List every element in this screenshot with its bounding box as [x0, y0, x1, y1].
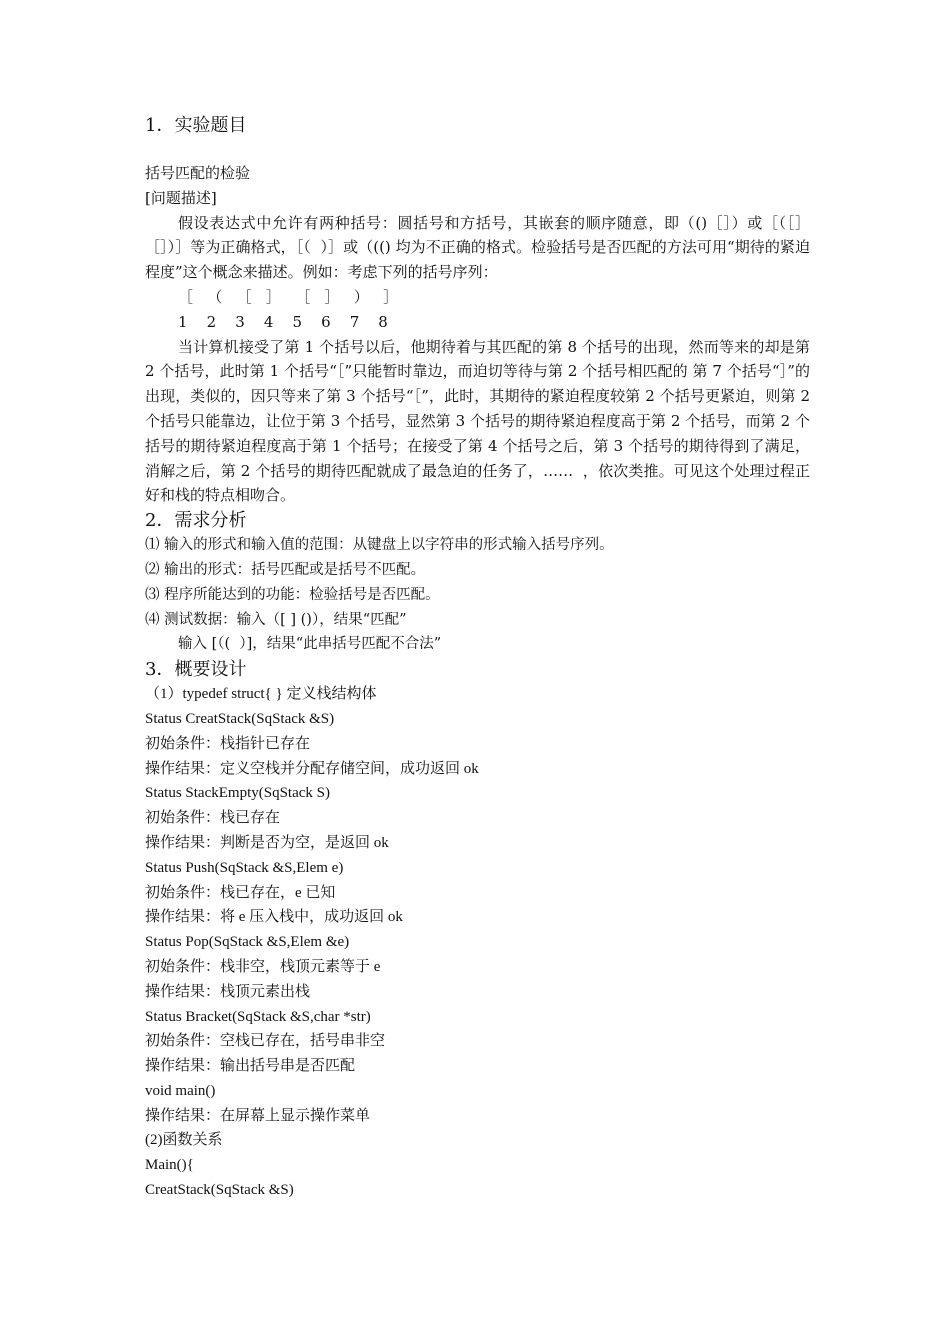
- section-2-heading: 2．需求分析: [145, 510, 247, 532]
- section-1-heading: 1．实验题目: [145, 115, 247, 136]
- design-line: Status Bracket(SqStack &S,char *str): [145, 1008, 371, 1025]
- design-line: （1）typedef struct{ } 定义栈结构体: [145, 686, 377, 703]
- design-line: 操作结果：输出括号串是否匹配: [145, 1058, 356, 1075]
- requirement-item-4: ⑷ 测试数据：输入（[ ] ()），结果“匹配”: [145, 611, 407, 628]
- problem-description-label: [问题描述]: [145, 188, 217, 207]
- design-line: 初始条件：栈非空，栈顶元素等于 e: [145, 958, 381, 975]
- design-line: Status CreatStack(SqStack &S): [145, 710, 335, 727]
- bracket-sequence: ［ （ ［ ］ ［ ］ ） ］: [178, 287, 399, 306]
- document-content: [145, 113, 815, 1203]
- design-line: Main(){: [145, 1157, 194, 1174]
- design-line: void main(): [145, 1082, 216, 1099]
- design-line: 操作结果：在屏幕上显示操作菜单: [145, 1107, 371, 1124]
- design-line: 操作结果：将 e 压入栈中，成功返回 ok: [145, 909, 403, 926]
- design-line: 操作结果：判断是否为空，是返回 ok: [145, 834, 389, 851]
- design-line: CreatStack(SqStack &S): [145, 1182, 294, 1199]
- design-line: Status Push(SqStack &S,Elem e): [145, 859, 344, 876]
- design-line: Status StackEmpty(SqStack S): [145, 785, 330, 802]
- section-3-heading: 3．概要设计: [145, 659, 247, 681]
- requirement-item-2: ⑵ 输出的形式：括号匹配或是括号不匹配。: [145, 561, 426, 578]
- design-line: (2)函数关系: [145, 1132, 223, 1149]
- bracket-numbers: 1 2 3 4 5 6 7 8: [178, 312, 388, 331]
- design-line: 初始条件：栈已存在，e 已知: [145, 884, 336, 901]
- design-line: 初始条件：栈已存在: [145, 810, 281, 827]
- requirement-item-1: ⑴ 输入的形式和输入值的范围：从键盘上以字符串的形式输入括号序列。: [145, 537, 614, 554]
- requirement-item-4-continued: 输入 [（( ）]，结果“此串括号匹配不合法”: [178, 636, 442, 653]
- design-line: 操作结果：栈顶元素出栈: [145, 983, 311, 1000]
- requirement-item-3: ⑶ 程序所能达到的功能：检验括号是否匹配。: [145, 586, 440, 603]
- problem-paragraph-2: 当计算机接受了第 1 个括号以后，他期待着与其匹配的第 8 个括号的出现，然而等来的却是第 2 个括号，此时第 1 个括号“［”只能暂时靠边，而迫切等待与第 2 个括号相匹配的 第 7 个括号“］”的出现，类似的，因只等来了第 3 个括号“［”，此时，其期待的紧迫程度较第 2 个括号更紧迫，则第 2 个括号只能靠边，让位于第 3 个括号，显然第 3 个括号的期待紧迫程度高于第 2 个括号，而第 2 个括号的期待紧迫程度高于第 1 个括号；在接受了第 4 个括号之后，第 3 个括号的期待得到了满足，消解之后，第 2 个括号的期待匹配就成了最急迫的任务了，…… ，依次类推。可见这个处理过程正好和栈的特点相吻合。: [145, 337, 815, 505]
- design-line: 操作结果：定义空栈并分配存储空间，成功返回 ok: [145, 760, 479, 777]
- design-line: Status Pop(SqStack &S,Elem &e): [145, 934, 350, 951]
- problem-paragraph-1: 假设表达式中允许有两种括号：圆括号和方括号，其嵌套的顺序随意，即（()［］）或［（［］［］）］等为正确格式，［（ ）］或（(() 均为不正确的格式。检验括号是否匹配的方法可用“期待的紧迫程度”这个概念来描述。例如：考虑下列的括号序列：: [145, 213, 810, 282]
- design-line: 初始条件：栈指针已存在: [145, 735, 311, 752]
- experiment-topic: 括号匹配的检验: [145, 164, 251, 182]
- design-line: 初始条件：空栈已存在，括号串非空: [145, 1033, 386, 1050]
